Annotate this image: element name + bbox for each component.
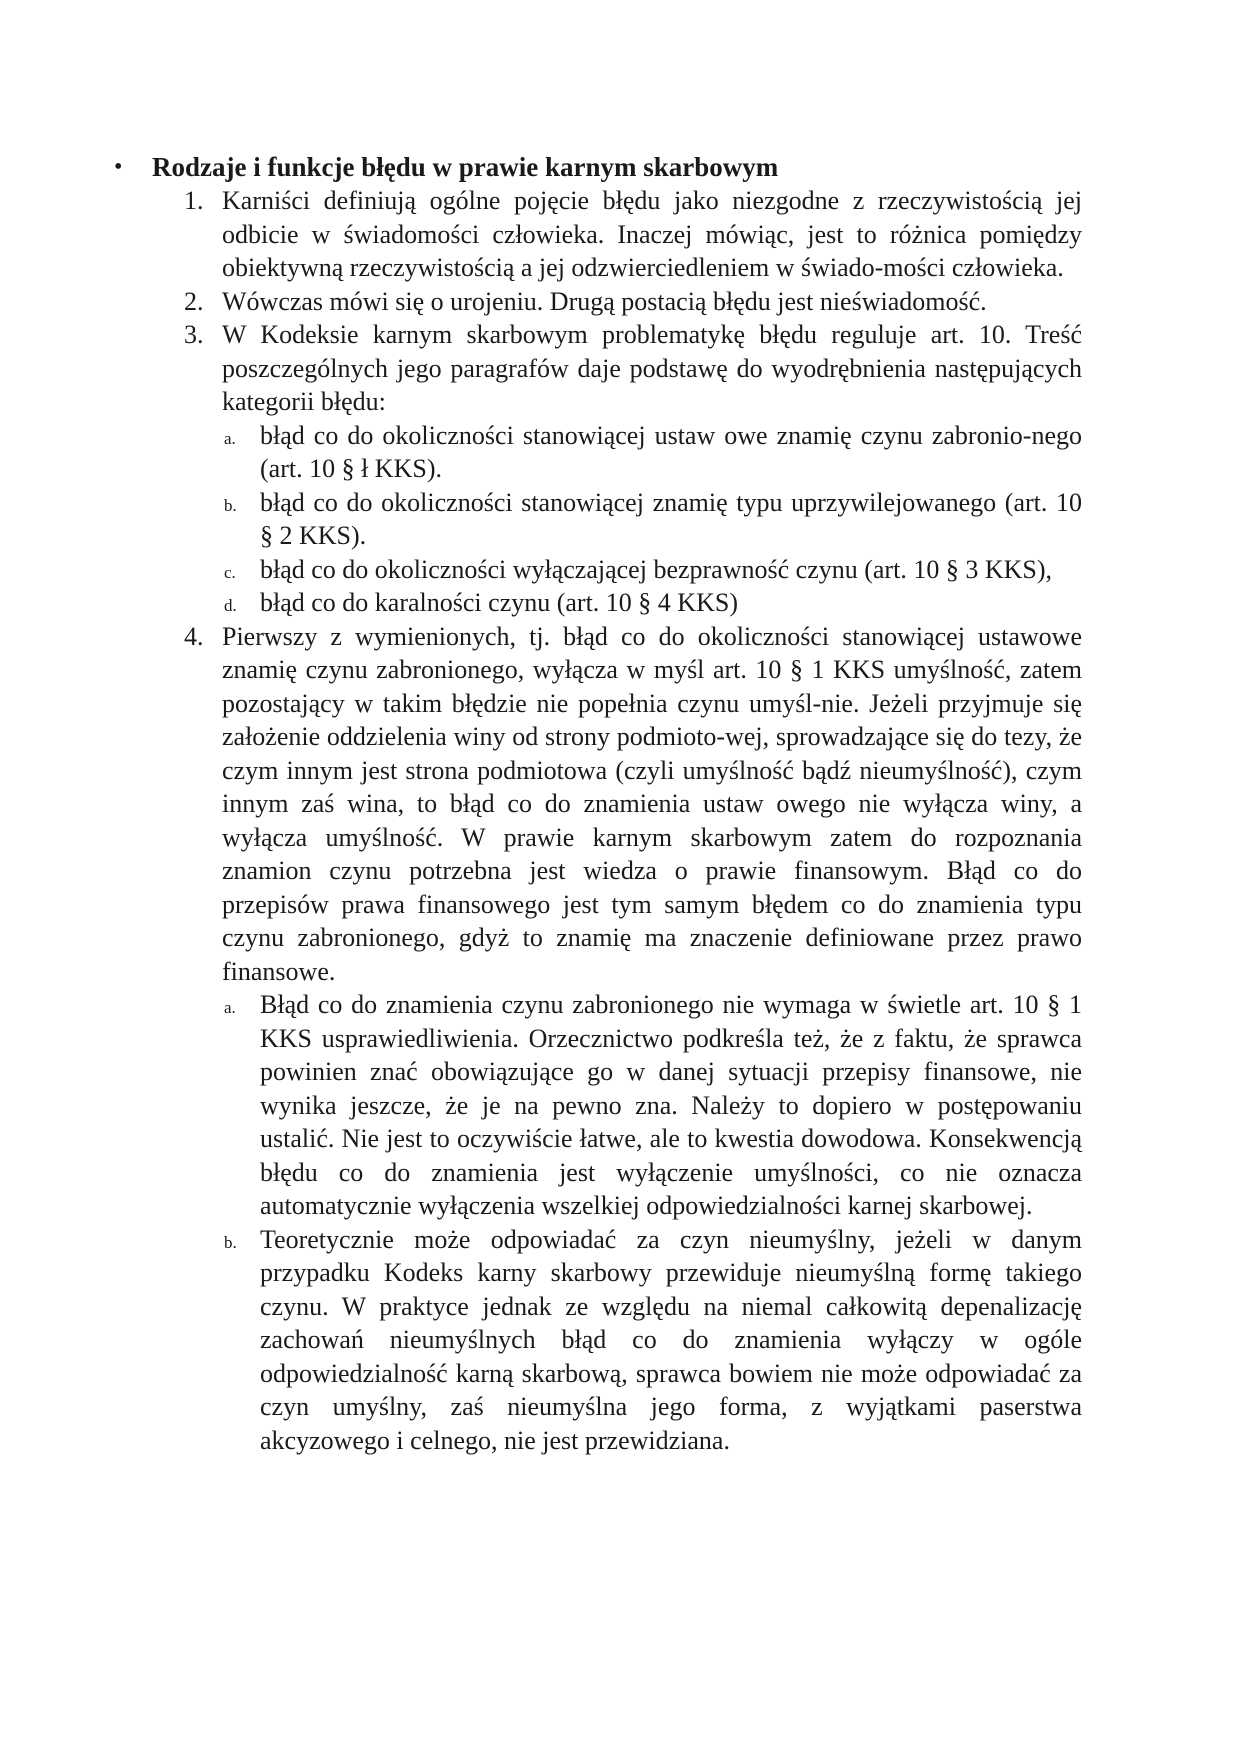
list-item-2 xyxy=(184,285,1082,319)
list-item-text: Karniści definiują ogólne pojęcie błędu jako niezgodne z rzeczywistością jej odbicie w świadomości człowieka. Inaczej mówiąc, jest to różnica pomiędzy obiektywną rzeczywistością a jej odzwierciedleniem w świado-mości człowieka. xyxy=(222,186,1082,282)
sub-item-letter: b. xyxy=(224,1232,237,1252)
sub-item-text: błąd co do okoliczności stanowiącej znamię typu uprzywilejowanego (art. 10 § 2 KKS). xyxy=(260,487,1082,550)
list-item-text: Wówczas mówi się o urojeniu. Drugą postacią błędu jest nieświadomość. xyxy=(222,286,987,316)
list-number: 1. xyxy=(184,186,204,215)
sub-item-letter: a. xyxy=(224,428,236,448)
list-number: 2. xyxy=(184,286,204,316)
section-heading xyxy=(114,150,1112,184)
sub-item-d xyxy=(224,586,1082,620)
list-item-text: W Kodeksie karnym skarbowym problematykę błędu reguluje art. 10. Treść poszczególnych jego paragrafów daje podstawę do wyodrębnienia następujących kategorii błędu: xyxy=(222,320,1082,416)
sub-item-a xyxy=(224,988,1082,1223)
list-number: 3. xyxy=(184,320,204,349)
list-item-4 xyxy=(184,620,1082,1458)
list-item-3 xyxy=(184,318,1082,620)
heading-text: Rodzaje i funkcje błędu w prawie karnym skarbowym xyxy=(152,152,779,182)
sub-item-text: błąd co do karalności czynu (art. 10 § 4 KKS) xyxy=(260,588,738,617)
sub-item-letter: a. xyxy=(224,998,236,1017)
sub-item-letter: d. xyxy=(224,596,237,615)
list-number: 4. xyxy=(184,621,204,651)
sub-item-letter: c. xyxy=(224,562,236,582)
sub-item-b xyxy=(224,486,1082,553)
sub-item-text: Teoretycznie może odpowiadać za czyn nieumyślny, jeżeli w danym przypadku Kodeks karny skarbowy przewiduje nieumyślną formę takiego czynu. W praktyce jednak ze względu na niemal całkowitą depenalizację zachowań nieumyślnych błąd co do znamienia wyłączy w ogóle odpowiedzialność karną skarbową, sprawca bowiem nie może odpowiadać za czyn umyślny, zaś nieumyślna jego forma, z wyjątkami paserstwa akcyzowego i celnego, nie jest przewidziana. xyxy=(260,1224,1082,1455)
numbered-list xyxy=(184,184,1082,1457)
list-item-1 xyxy=(184,184,1082,285)
sub-item-c xyxy=(224,553,1082,587)
sub-item-text: błąd co do okoliczności wyłączającej bezprawność czynu (art. 10 § 3 KKS), xyxy=(260,554,1052,584)
sub-item-a xyxy=(224,419,1082,486)
list-item-text: Pierwszy z wymienionych, tj. błąd co do okoliczności stanowiącej ustawowe znamię czynu zabronionego, wyłącza w myśl art. 10 § 1 KKS umyślność, zatem pozostający w takim błędzie nie popełnia czynu umyśl-nie. Jeżeli przyjmuje się założenie oddzielenia winy od strony podmioto-wej, sprowadzające się do tezy, że czym innym jest strona podmiotowa (czyli umyślność bądź nieumyślność), czym innym zaś wina, to błąd co do znamienia ustaw owego nie wyłącza winy, a wyłącza umyślność. W prawie karnym skarbowym zatem do rozpoznania znamion czynu potrzebna jest wiedza o prawie finansowym. Błąd co do przepisów prawa finansowego jest tym samym błędem co do znamienia typu czynu zabronionego, gdyż to znamię ma znaczenie definiowane przez prawo finansowe. xyxy=(222,621,1082,986)
lettered-list xyxy=(222,988,1082,1457)
sub-item-text: błąd co do okoliczności stanowiącej ustaw owe znamię czynu zabronio-nego (art. 10 § ł KKS). xyxy=(260,420,1082,483)
lettered-list xyxy=(222,419,1082,620)
sub-item-text: Błąd co do znamienia czynu zabronionego nie wymaga w świetle art. 10 § 1 KKS usprawiedliwienia. Orzecznictwo podkreśla też, że z faktu, że sprawca powinien znać obowiązujące go w danej sytuacji przepisy finansowe, nie wynika jeszcze, że je na pewno zna. Należy to dopiero w postępowaniu ustalić. Nie jest to oczywiście łatwe, ale to kwestia dowodowa. Konsekwencją błędu co do znamienia jest wyłączenie umyślności, co nie oznacza automatycznie wyłączenia wszelkiej odpowiedzialności karnej skarbowej. xyxy=(260,990,1082,1220)
bullet-icon: • xyxy=(114,154,123,180)
sub-item-letter: b. xyxy=(224,495,237,515)
sub-item-b xyxy=(224,1223,1082,1458)
